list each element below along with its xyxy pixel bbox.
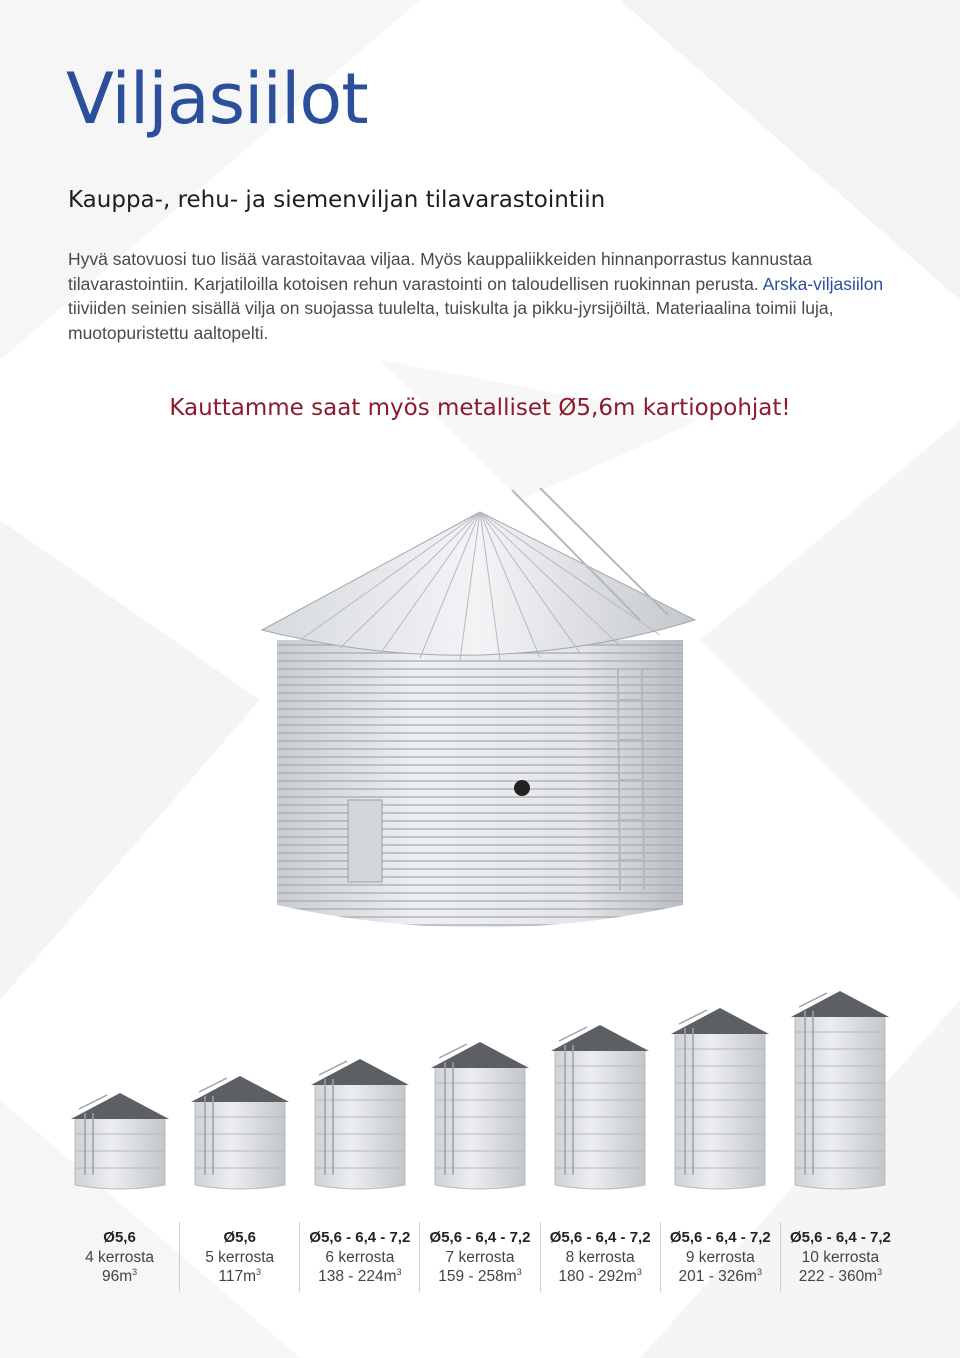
small-silo bbox=[431, 1042, 529, 1189]
silo-spec-column bbox=[540, 1222, 660, 1292]
promo-headline: Kauttamme saat myös metalliset Ø5,6m kartiopohjat! bbox=[169, 395, 791, 421]
silo-spec-column bbox=[60, 1222, 179, 1292]
silo-floors: 10 kerrosta bbox=[801, 1248, 880, 1266]
silo-spec-column bbox=[780, 1222, 900, 1292]
small-silo bbox=[551, 1025, 649, 1189]
large-silo-illustration bbox=[262, 488, 695, 928]
silo-body bbox=[435, 1066, 525, 1189]
silo-diameter: Ø5,6 - 6,4 - 7,2 bbox=[669, 1229, 771, 1246]
silo-diameter: Ø5,6 - 6,4 - 7,2 bbox=[309, 1229, 411, 1246]
silo-floors: 8 kerrosta bbox=[565, 1248, 635, 1266]
silo-floors: 6 kerrosta bbox=[325, 1248, 395, 1266]
silo-floors: 9 kerrosta bbox=[685, 1248, 755, 1266]
silo-body bbox=[75, 1117, 165, 1189]
silo-spec-column bbox=[299, 1222, 419, 1292]
silo-body bbox=[195, 1100, 285, 1189]
silo-floors: 4 kerrosta bbox=[85, 1248, 155, 1266]
small-silo bbox=[791, 991, 889, 1189]
silo-volume: $138 - 224m^3$ bbox=[318, 1267, 402, 1285]
silo-spec-column bbox=[660, 1222, 780, 1292]
silo-spec-column bbox=[419, 1222, 539, 1292]
intro-text-2: tiiviiden seinien sisällä vilja on suojassa tuulelta, tuiskulta ja pikku-jyrsijöiltä. Materiaalina toimii luja, muotopuristettu aaltopelti. bbox=[68, 298, 834, 343]
silo-volume: $180 - 292m^3$ bbox=[558, 1267, 642, 1285]
brand-name: Arska-viljasiilon bbox=[762, 273, 884, 294]
silo-spec-table bbox=[60, 1222, 900, 1292]
silo-diameter: Ø5,6 bbox=[223, 1229, 256, 1246]
silo-volume: $117m^3$ bbox=[218, 1267, 262, 1285]
page-subtitle: Kauppa-, rehu- ja siemenviljan tilavarastointiin bbox=[68, 187, 606, 213]
silo-volume: $96m^3$ bbox=[101, 1267, 138, 1285]
silo-floors: 5 kerrosta bbox=[205, 1248, 275, 1266]
silo-diameter: Ø5,6 - 6,4 - 7,2 bbox=[789, 1229, 891, 1246]
small-silo bbox=[191, 1076, 289, 1189]
small-silo bbox=[671, 1008, 769, 1189]
page-title: Viljasiilot bbox=[66, 58, 368, 140]
intro-text-1: Hyvä satovuosi tuo lisää varastoitavaa viljaa. Myös kauppaliikkeiden hinnanporrastus kannustaa tilavarastointiin. Karjatiloilla kotoisen rehun varastointi on taloudellisen ruokinnan perusta. bbox=[68, 249, 813, 294]
silo-diameter: Ø5,6 - 6,4 - 7,2 bbox=[429, 1229, 531, 1246]
silo-body bbox=[795, 1015, 885, 1189]
silo-illustrations bbox=[0, 470, 960, 1220]
silo-spec-column bbox=[179, 1222, 299, 1292]
silo-volume: $222 - 360m^3$ bbox=[798, 1267, 883, 1285]
silo-body bbox=[675, 1032, 765, 1189]
silo-volume: $201 - 326m^3$ bbox=[678, 1267, 762, 1285]
small-silo bbox=[311, 1059, 409, 1189]
silo-lineup bbox=[71, 991, 889, 1189]
silo-body bbox=[315, 1083, 405, 1189]
silo-diameter: Ø5,6 - 6,4 - 7,2 bbox=[549, 1229, 651, 1246]
silo-floors: 7 kerrosta bbox=[445, 1248, 515, 1266]
intro-paragraph bbox=[68, 247, 898, 345]
small-silo bbox=[71, 1093, 169, 1189]
silo-diameter: Ø5,6 bbox=[103, 1229, 136, 1246]
silo-volume: $159 - 258m^3$ bbox=[438, 1267, 522, 1285]
